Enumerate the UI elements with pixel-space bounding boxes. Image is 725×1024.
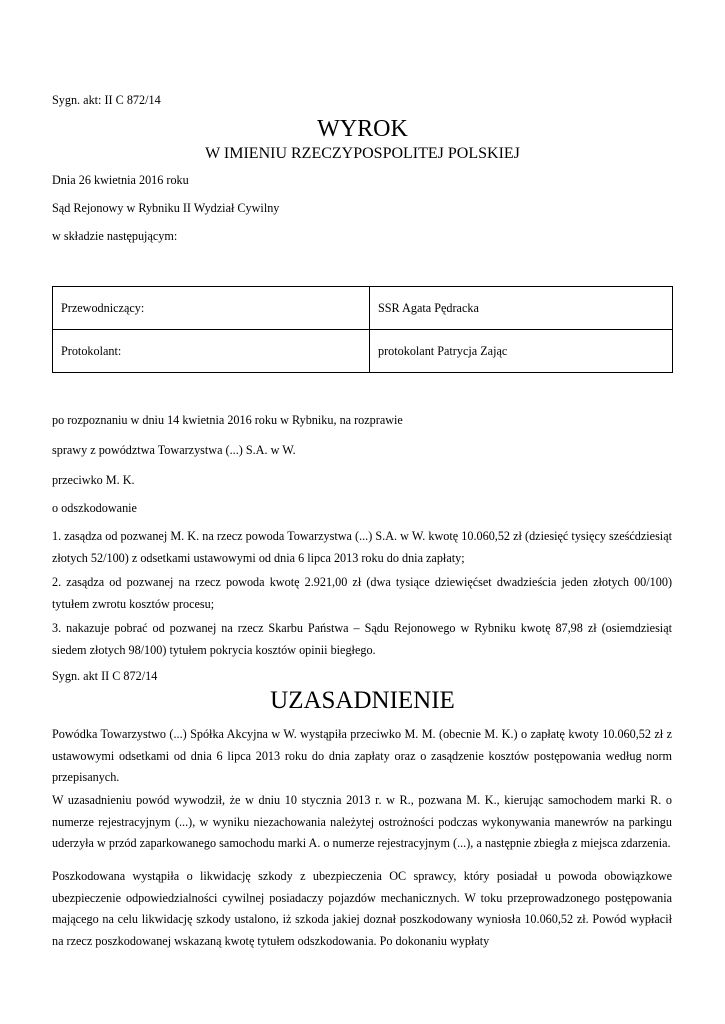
document-subtitle: W IMIENIU RZECZYPOSPOLITEJ POLSKIEJ (205, 145, 520, 162)
justification-signature: Sygn. akt II C 872/14 (52, 669, 158, 683)
role-cell: Przewodniczący: (53, 287, 370, 330)
hearing-line: po rozpoznaniu w dniu 14 kwietnia 2016 roku w Rybniku, na rozprawie (52, 413, 403, 427)
role-cell: Protokolant: (53, 330, 370, 373)
table-row (53, 330, 673, 373)
ruling-item-3: 3. nakazuje pobrać od pozwanej na rzecz Skarbu Państwa – Sądu Rejonowego w Rybniku kwotę 87,98 zł (osiemdziesiąt siedem złotych 98/100) tytułem pokrycia kosztów opinii biegłego. (52, 621, 672, 657)
court-line: Sąd Rejonowy w Rybniku II Wydział Cywilny (52, 201, 280, 215)
justification-paragraph-2: W uzasadnieniu powód wywodził, że w dniu 10 stycznia 2013 r. w R., pozwana M. K., kierując samochodem marki R. o numerze rejestracyjnym (...), w wyniku niezachowania należytej ostrożności podczas wykonywania manewrów na parkingu uderzyła w przód zaparkowanego samochodu marki A. o numerze rejestracyjnym (...), a następnie zbiegła z miejsca zdarzenia. (52, 793, 672, 850)
against-line: przeciwko M. K. (52, 473, 135, 487)
composition-table (52, 286, 673, 373)
person-cell: protokolant Patrycja Zając (370, 330, 673, 373)
person-cell: SSR Agata Pędracka (370, 287, 673, 330)
justification-paragraph-3: Poszkodowana wystąpiła o likwidację szkody z ubezpieczenia OC sprawcy, który posiadał u powoda obowiązkowe ubezpieczenie odpowiedzialności cywilnej posiadaczy pojazdów mechanicznych. W toku przeprowadzonego postępowania mającego na celu likwidację szkody ustalono, iż szkoda jakiej doznał poszkodowany wyniosła 10.060,52 zł. Powód wypłacił na rzecz poszkodowanej wskazaną kwotę tytułem odszkodowania. Po dokonaniu wypłaty (52, 869, 672, 948)
ruling-item-1: 1. zasądza od pozwanej M. K. na rzecz powoda Towarzystwa (...) S.A. w W. kwotę 10.060,52 zł (dziesięć tysięcy sześćdziesiąt złotych 52/100) z odsetkami ustawowymi od dnia 6 lipca 2013 roku do dnia zapłaty; (52, 529, 672, 565)
claim-line: sprawy z powództwa Towarzystwa (...) S.A. w W. (52, 443, 296, 457)
subject-line: o odszkodowanie (52, 501, 137, 515)
ruling-item-2: 2. zasądza od pozwanej na rzecz powoda kwotę 2.921,00 zł (dwa tysiące dziewięćset dwadzieścia jeden złotych 00/100) tytułem zwrotu kosztów procesu; (52, 575, 672, 611)
justification-paragraph-1: Powódka Towarzystwo (...) Spółka Akcyjna w W. wystąpiła przeciwko M. M. (obecnie M. K.) o zapłatę kwoty 10.060,52 zł z ustawowymi odsetkami od dnia 6 lipca 2013 roku do dnia zapłaty oraz o zasądzenie kosztów postępowania według norm przepisanych. (52, 727, 672, 784)
justification-title: UZASADNIENIE (270, 687, 455, 714)
document-title: WYROK (317, 116, 408, 142)
table-row (53, 287, 673, 330)
date-line: Dnia 26 kwietnia 2016 roku (52, 173, 189, 187)
case-signature: Sygn. akt: II C 872/14 (52, 93, 161, 107)
composition-line: w składzie następującym: (52, 229, 178, 243)
